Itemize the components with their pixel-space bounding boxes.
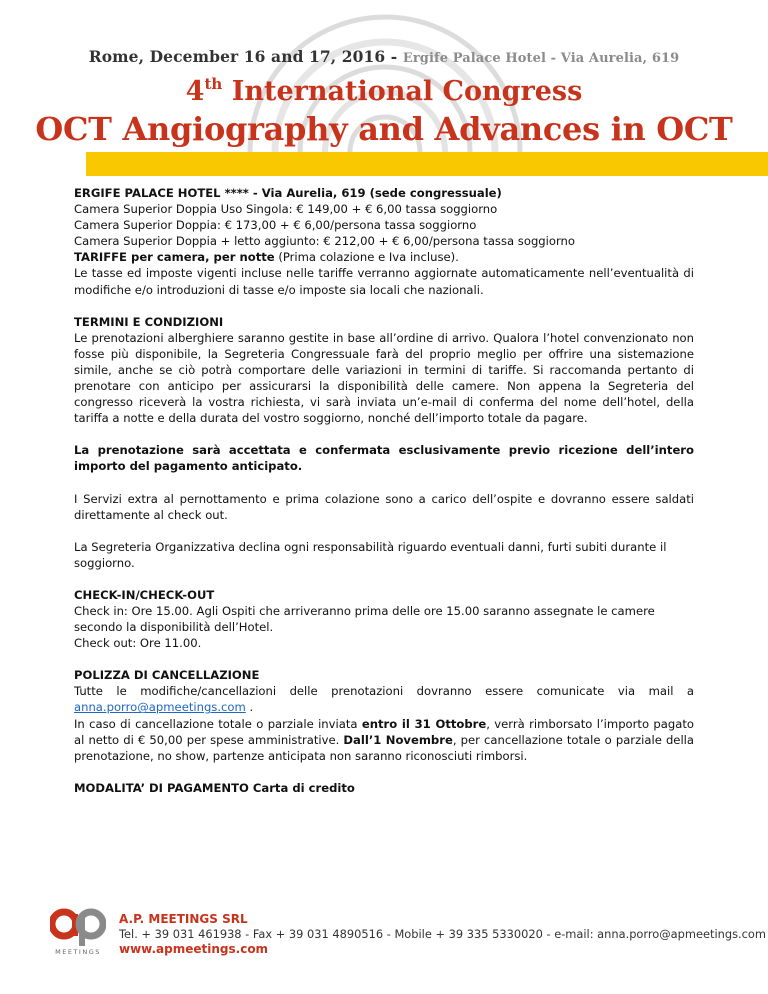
liability-notice: La Segreteria Organizzativa declina ogni responsabilità riguardo eventuali danni, furti subiti durante il soggiorno. xyxy=(74,539,667,570)
event-venue: Ergife Palace Hotel - Via Aurelia, 619 xyxy=(402,51,680,66)
cancellation-intro: Tutte le modifiche/cancellazioni delle prenotazioni dovranno essere comunicate via mail a xyxy=(74,684,694,699)
contact-email-link[interactable]: anna.porro@apmeetings.com xyxy=(74,700,246,715)
hotel-section xyxy=(74,185,694,298)
document-body xyxy=(74,185,694,796)
congress-subtitle: OCT Angiography and Advances in OCT xyxy=(35,110,733,148)
terms-body: Le prenotazioni alberghiere saranno gestite in base all’ordine di arrivo. Qualora l’hotel convenzionato non fosse più disponibile, la Segreteria Congressuale farà del proprio meglio per offrire una sistemazione simile, anche se ciò potrà comportare delle variazioni in termini di tariffe. Si raccomanda pertanto di prenotare con anticipo per assicurarsi la disponibilità delle camere. Non appena la Segreteria del congresso riceverà la vostra richiesta, vi sarà inviata un’e-mail di conferma del nome dell’hotel, della tariffa a notte e della durata del vostro soggiorno, nonché dell’importo totale da pagare. xyxy=(74,330,694,426)
rate-line: Camera Superior Doppia + letto aggiunto: € 212,00 + € 6,00/persona tassa soggiorno xyxy=(74,234,575,249)
checkout-text: Check out: Ore 11.00. xyxy=(74,636,202,651)
payment-method: MODALITA’ DI PAGAMENTO Carta di credito xyxy=(74,780,355,795)
logo-caption: MEETINGS xyxy=(55,948,101,956)
tax-note: Le tasse ed imposte vigenti incluse nelle tariffe verranno aggiornate automaticamente nell’eventualità di modifiche e/o introduzioni di tasse e/o imposte sia locali che nazionali. xyxy=(74,266,694,297)
footer xyxy=(0,900,768,970)
tariff-line: TARIFFE per camera, per notte (Prima colazione e Iva incluse). xyxy=(74,250,459,265)
rate-line: Camera Superior Doppia Uso Singola: € 149,00 + € 6,00 tassa soggiorno xyxy=(74,202,498,217)
checkin-heading: CHECK-IN/CHECK-OUT xyxy=(74,587,215,602)
terms-section xyxy=(74,314,694,571)
ap-meetings-logo xyxy=(50,904,106,948)
congress-title: 4th International Congress xyxy=(185,75,583,107)
company-contacts: Tel. + 39 031 461938 - Fax + 39 031 4890516 - Mobile + 39 335 5330020 - e-mail: anna.porro@apmeetings.com xyxy=(119,927,766,941)
header-accent-bar xyxy=(86,152,768,176)
checkin-text: Check in: Ore 15.00. Agli Ospiti che arriveranno prima delle ore 15.00 saranno assegnate le camere secondo la disponibilità dell’Hotel. xyxy=(74,603,655,635)
hotel-heading: ERGIFE PALACE HOTEL **** - Via Aurelia, 619 (sede congressuale) xyxy=(74,186,502,200)
rate-line: Camera Superior Doppia: € 173,00 + € 6,00/persona tassa soggiorno xyxy=(74,218,477,233)
prepayment-notice: La prenotazione sarà accettata e confermata esclusivamente previo ricezione dell’intero importo del pagamento anticipato. xyxy=(74,443,694,474)
extras-notice: I Servizi extra al pernottamento e prima colazione sono a carico dell’ospite e dovranno essere saldati direttamente al check out. xyxy=(74,491,694,522)
company-name: A.P. MEETINGS SRL xyxy=(119,912,248,926)
event-dateline: Rome, December 16 and 17, 2016 - Ergife Palace Hotel - Via Aurelia, 619 xyxy=(88,47,680,66)
company-website[interactable]: www.apmeetings.com xyxy=(119,942,269,956)
cancellation-email-line: anna.porro@apmeetings.com . xyxy=(74,700,254,715)
letterhead xyxy=(0,0,768,178)
cancellation-heading: POLIZZA DI CANCELLAZIONE xyxy=(74,668,260,683)
cancellation-section xyxy=(74,667,694,764)
cancellation-policy: In caso di cancellazione totale o parziale inviata entro il 31 Ottobre, verrà rimborsato l’importo pagato al netto di € 50,00 per spese amministrative. Dall’1 Novembre, per cancellazione totale o parziale della prenotazione, no show, partenze anticipata non saranno riconosciuti rimborsi. xyxy=(74,716,694,763)
terms-heading: TERMINI E CONDIZIONI xyxy=(74,314,224,329)
checkin-section xyxy=(74,587,694,651)
